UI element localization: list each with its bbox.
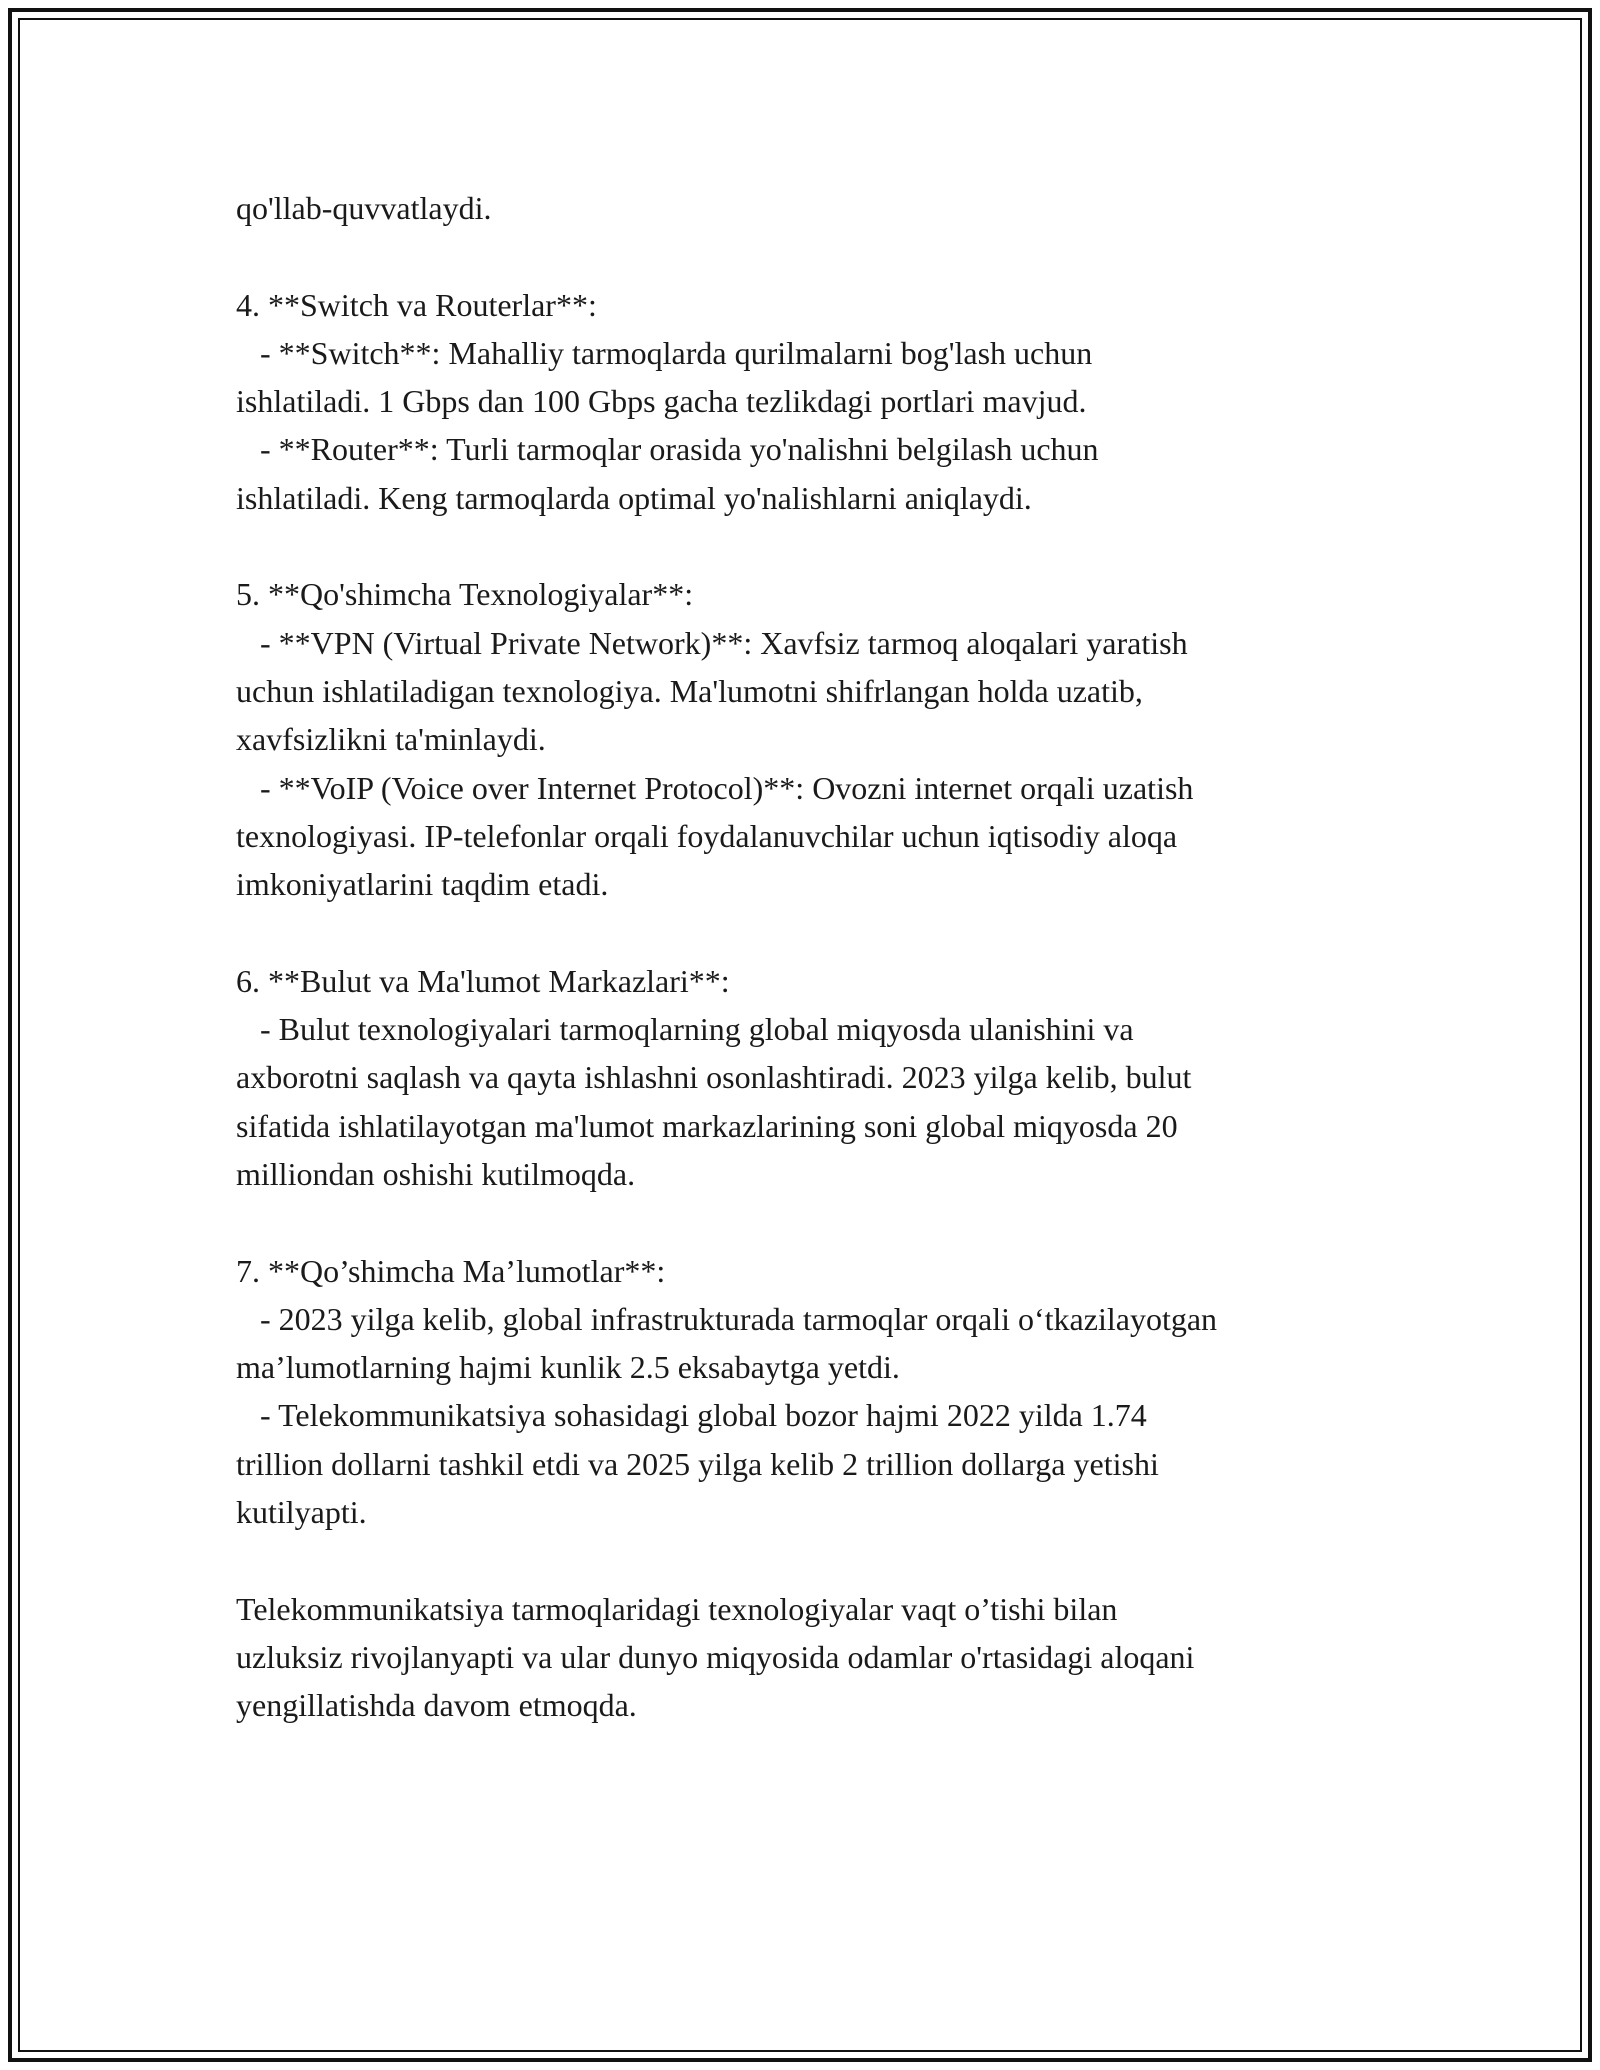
text-line: xavfsizlikni ta'minlaydi.	[236, 721, 546, 758]
conclusion-line: uzluksiz rivojlanyapti va ular dunyo miqyosida odamlar o'rtasidagi aloqani	[236, 1638, 1195, 1675]
text-line: - **Router**: Turli tarmoqlar orasida yo'nalishni belgilash uchun	[236, 431, 1099, 468]
text-line	[236, 1198, 1376, 1246]
section-heading: 6. **Bulut va Ma'lumot Markazlari**:	[236, 962, 730, 999]
section-heading: 7. **Qo’shimcha Ma’lumotlar**:	[236, 1252, 666, 1289]
text-line	[236, 908, 1376, 956]
conclusion-line: Telekommunikatsiya tarmoqlaridagi texnologiyalar vaqt o’tishi bilan	[236, 1590, 1118, 1627]
text-line	[236, 522, 1376, 570]
text-line: ishlatiladi. Keng tarmoqlarda optimal yo'nalishlarni aniqlaydi.	[236, 479, 1032, 516]
text-line: - Telekommunikatsiya sohasidagi global bozor hajmi 2022 yilda 1.74	[236, 1397, 1147, 1434]
text-line: - **Switch**: Mahalliy tarmoqlarda qurilmalarni bog'lash uchun	[236, 334, 1093, 371]
section-heading: 5. **Qo'shimcha Texnologiyalar**:	[236, 576, 694, 613]
text-line: texnologiyasi. IP-telefonlar orqali foydalanuvchilar uchun iqtisodiy aloqa	[236, 817, 1178, 854]
conclusion-line: yengillatishda davom etmoqda.	[236, 1687, 637, 1724]
text-line: kutilyapti.	[236, 1494, 367, 1531]
text-line: imkoniyatlarini taqdim etadi.	[236, 866, 609, 903]
text-line: qo'llab-quvvatlaydi.	[236, 190, 492, 226]
text-line	[236, 1536, 1376, 1584]
text-line: - Bulut texnologiyalari tarmoqlarning global miqyosda ulanishini va	[236, 1011, 1134, 1048]
text-line: ma’lumotlarning hajmi kunlik 2.5 eksabaytga yetdi.	[236, 1349, 900, 1386]
text-line: - **VPN (Virtual Private Network)**: Xavfsiz tarmoq aloqalari yaratish	[236, 624, 1188, 661]
text-line: trillion dollarni tashkil etdi va 2025 yilga kelib 2 trillion dollarga yetishi	[236, 1445, 1159, 1482]
text-line: uchun ishlatiladigan texnologiya. Ma'lumotni shifrlangan holda uzatib,	[236, 672, 1143, 709]
text-line: axborotni saqlash va qayta ishlashni osonlashtiradi. 2023 yilga kelib, bulut	[236, 1059, 1192, 1096]
text-line: - 2023 yilga kelib, global infrastrukturada tarmoqlar orqali o‘tkazilayotgan	[236, 1300, 1218, 1337]
section-heading: 4. **Switch va Routerlar**:	[236, 286, 597, 323]
document-body	[236, 184, 1376, 1730]
text-line: - **VoIP (Voice over Internet Protocol)**: Ovozni internet orqali uzatish	[236, 769, 1194, 806]
text-line: milliondan oshishi kutilmoqda.	[236, 1155, 636, 1192]
text-line: sifatida ishlatilayotgan ma'lumot markazlarining soni global miqyosda 20	[236, 1107, 1178, 1144]
text-line: ishlatiladi. 1 Gbps dan 100 Gbps gacha tezlikdagi portlari mavjud.	[236, 383, 1087, 420]
text-line	[236, 232, 1376, 280]
